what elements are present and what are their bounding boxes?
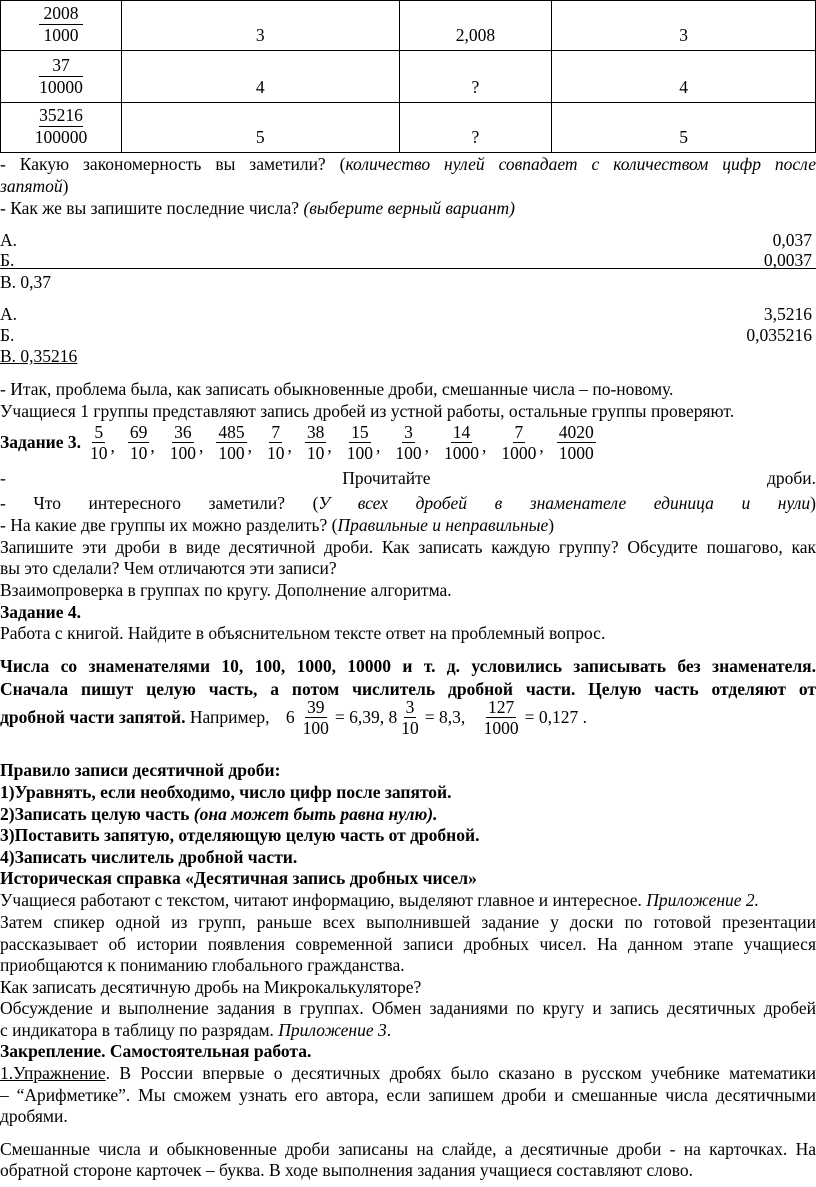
numerator: 5 bbox=[94, 422, 104, 442]
denominator: 100 bbox=[395, 443, 422, 464]
numerator: 4020 bbox=[558, 422, 594, 442]
answer-text: У всех дробей в знаменателе единица и нули bbox=[318, 493, 811, 513]
option-value: 3,5216 bbox=[763, 304, 812, 324]
denominator: 1000 bbox=[483, 718, 519, 739]
whole-part: 8 bbox=[388, 707, 398, 728]
example-line bbox=[0, 697, 816, 738]
dash: - bbox=[0, 468, 6, 488]
paragraph: приобщаются к пониманию глобального гражданства. bbox=[0, 955, 405, 975]
rule-item: 3)Поставить запятую, отделяющую целую часть от дробной. bbox=[0, 825, 480, 845]
numerator: 7 bbox=[271, 422, 281, 442]
table-cell: ? bbox=[399, 103, 552, 153]
example-fraction bbox=[399, 697, 421, 738]
table-row bbox=[1, 103, 816, 153]
task3-label: Задание 3. bbox=[0, 432, 82, 453]
underline-rule bbox=[0, 268, 816, 269]
paragraph: Смешанные числа и обыкновенные дроби записаны на слайде, а десятичные дроби - на карточках. На bbox=[0, 1139, 816, 1159]
paragraph: Как записать десятичную дробь на Микрокалькуляторе? bbox=[0, 977, 422, 997]
numerator: 15 bbox=[351, 422, 369, 442]
denominator: 100 bbox=[346, 443, 374, 464]
paragraph-text: Учащиеся работают с текстом, читают информацию, выделяют главное и интересное. bbox=[0, 890, 647, 910]
denominator: 1000 bbox=[501, 443, 537, 464]
numerator: 69 bbox=[129, 422, 148, 442]
option-c: В. 0,35216 bbox=[0, 346, 78, 366]
option-a bbox=[0, 230, 816, 251]
option-label: Б. bbox=[0, 325, 15, 345]
section-title: Закрепление. Самостоятельная работа. bbox=[0, 1041, 312, 1061]
rule-text: 2)Записать целую часть bbox=[0, 804, 194, 824]
table-row bbox=[1, 1, 816, 51]
denominator: 10000 bbox=[39, 77, 83, 97]
numerator: 7 bbox=[514, 422, 524, 442]
exercise-label: 1.Упражнение bbox=[0, 1063, 106, 1083]
fraction-separator: , bbox=[150, 436, 155, 457]
table-cell: 5 bbox=[121, 103, 399, 153]
rule-text: дробной части запятой. bbox=[0, 707, 186, 728]
fraction-separator: , bbox=[539, 436, 544, 457]
denominator: 100 bbox=[218, 443, 245, 464]
paragraph: – “Арифметике”. Мы сможем узнать его автора, если запишем дроби и смешанные числа десятичными bbox=[0, 1085, 816, 1105]
numerator: 36 bbox=[174, 422, 192, 442]
paragraph: Запишите эти дроби в виде десятичной дроби. Как записать каждую группу? Обсудите пошагово, как bbox=[0, 537, 816, 557]
task3-fraction bbox=[168, 422, 198, 463]
paragraph bbox=[0, 1020, 816, 1041]
question-pattern bbox=[0, 154, 816, 175]
paragraph: Обсуждение и выполнение задания в группах. Обмен заданиями по кругу и запись десятичных дробей bbox=[0, 998, 816, 1018]
paragraph-text: с индикатора в таблицу по разрядам. bbox=[0, 1020, 279, 1040]
example-fraction bbox=[482, 697, 521, 738]
option-value: 0,0037 bbox=[763, 250, 812, 270]
whole-part: 6 bbox=[285, 707, 295, 728]
task3-fraction bbox=[128, 422, 150, 463]
task3-fractions bbox=[0, 422, 597, 463]
question-write bbox=[0, 198, 816, 219]
paragraph-text: . В России впервые о десятичных дробях было сказано в русском учебнике математики bbox=[105, 1063, 816, 1083]
task3-fraction bbox=[442, 422, 481, 463]
rule-item bbox=[0, 804, 816, 825]
paragraph: - Итак, проблема была, как записать обыкновенные дроби, смешанные числа – по-новому. bbox=[0, 379, 674, 399]
denominator: 100 bbox=[169, 443, 197, 464]
fraction-separator: , bbox=[327, 436, 332, 457]
fraction-separator: , bbox=[482, 436, 487, 457]
appendix-ref: Приложение 2. bbox=[646, 890, 760, 910]
denominator: 10 bbox=[401, 718, 419, 739]
table-cell-fraction bbox=[1, 1, 122, 51]
paragraph: Затем спикер одной из групп, раньше всех выполнившей задание у доски по готовой презентации bbox=[0, 912, 816, 932]
fraction-separator: , bbox=[199, 436, 204, 457]
denominator: 10 bbox=[306, 443, 325, 464]
paragraph: обратной стороне карточек – буква. В ходе выполнения задания учащиеся составляют слово. bbox=[0, 1160, 693, 1180]
paragraph: Учащиеся 1 группы представляют запись дробей из устной работы, остальные группы проверяют. bbox=[0, 401, 735, 421]
read-text-end: дроби. bbox=[766, 468, 816, 488]
example-label: Например, bbox=[185, 707, 274, 728]
task3-fraction bbox=[393, 422, 423, 463]
hint-text: (выберите верный вариант) bbox=[303, 198, 515, 218]
paragraph bbox=[0, 890, 816, 911]
rule-item: 1)Уравнять, если необходимо, число цифр после запятой. bbox=[0, 782, 452, 802]
denominator: 10 bbox=[267, 443, 285, 464]
example-result: = 0,127 . bbox=[524, 707, 587, 728]
paragraph: вы это сделали? Чем отличаются эти записи? bbox=[0, 558, 337, 578]
task3-fraction bbox=[88, 422, 110, 463]
task3-fraction bbox=[345, 422, 375, 463]
paren: ) bbox=[810, 493, 816, 513]
numerator: 37 bbox=[39, 55, 83, 77]
table-cell: ? bbox=[399, 51, 552, 103]
rule-item: 4)Записать числитель дробной части. bbox=[0, 847, 298, 867]
question-text: - На какие две группы их можно разделить? ( bbox=[0, 515, 338, 535]
denominator: 100000 bbox=[34, 127, 88, 147]
task3-fraction bbox=[499, 422, 538, 463]
option-a bbox=[0, 304, 816, 325]
option-value: 0,035216 bbox=[746, 325, 812, 345]
task3-fraction bbox=[557, 422, 596, 463]
paragraph: Взаимопроверка в группах по кругу. Дополнение алгоритма. bbox=[0, 580, 452, 600]
denominator: 1000 bbox=[43, 25, 79, 45]
numerator: 39 bbox=[307, 697, 325, 717]
example-fraction bbox=[301, 697, 331, 738]
table-cell: 4 bbox=[121, 51, 399, 103]
paragraph bbox=[0, 1063, 816, 1084]
answer-text: количество нулей совпадает с количеством цифр после bbox=[345, 154, 816, 174]
option-label: А. bbox=[0, 304, 18, 324]
paren: ) bbox=[548, 515, 555, 535]
fraction-separator: , bbox=[110, 436, 115, 457]
table-cell: 4 bbox=[552, 51, 816, 103]
option-label: Б. bbox=[0, 250, 15, 270]
numerator: 485 bbox=[218, 422, 245, 442]
table-cell-fraction bbox=[1, 103, 122, 153]
denominator: 10 bbox=[129, 443, 148, 464]
section-title: Историческая справка «Десятичная запись дробных чисел» bbox=[0, 868, 477, 888]
fraction-separator: , bbox=[424, 436, 430, 457]
table-cell: 2,008 bbox=[399, 1, 552, 51]
question-text: - Как же вы запишите последние числа? bbox=[0, 198, 304, 218]
numerator: 127 bbox=[488, 697, 515, 717]
paren: ) bbox=[62, 176, 69, 196]
numerator: 2008 bbox=[39, 3, 83, 25]
rule-note: (она может быть равна нулю). bbox=[193, 804, 438, 824]
option-b bbox=[0, 325, 816, 346]
table-cell: 3 bbox=[552, 1, 816, 51]
task3-fraction bbox=[265, 422, 287, 463]
example-result: = 6,39, bbox=[334, 707, 389, 728]
denominator: 10 bbox=[90, 443, 108, 464]
numerator: 14 bbox=[452, 422, 471, 442]
fraction-separator: , bbox=[247, 436, 253, 457]
answer-text: Правильные и неправильные bbox=[337, 515, 549, 535]
question-text: - Что интересного заметили? ( bbox=[0, 493, 319, 513]
question-text: - Какую закономерность вы заметили? ( bbox=[0, 154, 346, 174]
question-pattern-cont bbox=[0, 176, 816, 197]
task4-label: Задание 4. bbox=[0, 602, 82, 622]
denominator: 1000 bbox=[444, 443, 480, 464]
question-interesting bbox=[0, 493, 816, 514]
numerator: 35216 bbox=[39, 105, 83, 125]
table-cell: 5 bbox=[552, 103, 816, 153]
task3-fraction bbox=[216, 422, 246, 463]
rule-text: Сначала пишут целую часть, а потом числитель дробной части. Целую часть отделяют от bbox=[0, 679, 816, 699]
option-c: В. 0,37 bbox=[0, 272, 52, 292]
paragraph: дробями. bbox=[0, 1106, 68, 1126]
numerator: 3 bbox=[404, 422, 413, 442]
read-line bbox=[0, 468, 816, 489]
table-cell-fraction bbox=[1, 51, 122, 103]
paragraph: рассказывает об истории появления современной записи дробных чисел. На данном этапе учащиеся bbox=[0, 934, 816, 954]
numerator: 38 bbox=[306, 422, 325, 442]
fraction-separator: , bbox=[287, 436, 292, 457]
read-text: Прочитайте bbox=[342, 468, 431, 488]
option-value: 0,037 bbox=[772, 230, 812, 250]
table-cell: 3 bbox=[121, 1, 399, 51]
fraction-separator: , bbox=[376, 436, 381, 457]
rule-text: Числа со знаменателями 10, 100, 1000, 10000 и т. д. условились записывать без знаменателя. bbox=[0, 656, 816, 676]
paragraph: Работа с книгой. Найдите в объяснительном тексте ответ на проблемный вопрос. bbox=[0, 623, 606, 643]
option-label: А. bbox=[0, 230, 18, 250]
table-row bbox=[1, 51, 816, 103]
numerator: 3 bbox=[405, 697, 415, 717]
fraction-table bbox=[0, 0, 816, 153]
answer-text: запятой bbox=[0, 176, 63, 196]
denominator: 100 bbox=[302, 718, 329, 739]
fraction-list bbox=[87, 422, 597, 463]
punct: . bbox=[386, 1020, 392, 1040]
example-result: = 8,3, bbox=[424, 707, 470, 728]
denominator: 1000 bbox=[558, 443, 594, 464]
rules-title: Правило записи десятичной дроби: bbox=[0, 760, 281, 780]
question-groups bbox=[0, 515, 816, 536]
appendix-ref: Приложение 3 bbox=[278, 1020, 387, 1040]
task3-fraction bbox=[305, 422, 327, 463]
